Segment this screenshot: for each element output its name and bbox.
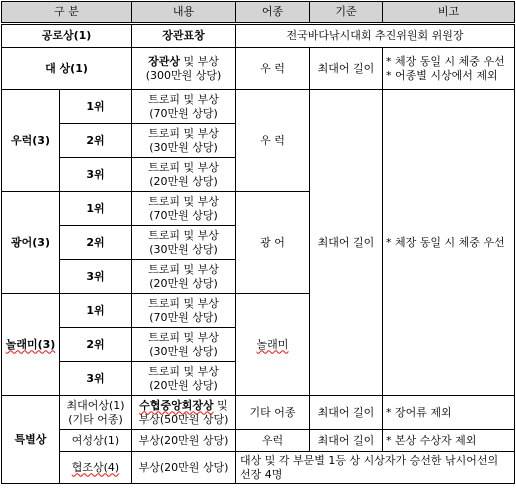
special-effort-content: 부상(20만원 상당): [132, 452, 236, 484]
special-effort-row: [2, 452, 515, 484]
group-label-greenling-text: 놀래미(3): [5, 337, 56, 351]
prize-value: (20만원 상당): [149, 174, 218, 188]
prize-cell: [132, 294, 236, 328]
header-row: [2, 2, 515, 24]
special-biggest-row: [2, 396, 515, 430]
prize-value: (70만원 상당): [149, 106, 218, 120]
prize-line: 트로피 및 부상: [148, 126, 219, 140]
special-female-fish: 우럭: [236, 430, 310, 452]
prize-line: 트로피 및 부상: [148, 364, 219, 378]
prize-value: (30만원 상당): [149, 344, 218, 358]
header-content: 내용: [132, 2, 236, 24]
header-remarks: 비고: [383, 2, 515, 24]
header-criteria: 기준: [310, 2, 383, 24]
special-female-content: 부상(20만원 상당): [132, 430, 236, 452]
special-effort-label: [60, 452, 132, 484]
special-biggest-content-line2: 부상(50만원 상당): [138, 412, 229, 426]
grand-criteria: 최대어 길이: [310, 48, 383, 90]
merit-content: 장관표창: [132, 24, 236, 48]
group-fish-rockfish: 우 럭: [236, 90, 310, 192]
prize-line: 트로피 및 부상: [148, 160, 219, 174]
group-fish-greenling: [236, 294, 310, 396]
group-label-flatfish: 광어(3): [2, 192, 60, 294]
prize-cell: [132, 260, 236, 294]
grand-fish: 우 럭: [236, 48, 310, 90]
rank-label: 1위: [60, 294, 132, 328]
special-female-row: [2, 430, 515, 452]
special-female-label: 여성상(1): [60, 430, 132, 452]
rank-label: 2위: [60, 124, 132, 158]
prize-cell: [132, 192, 236, 226]
prize-line: 트로피 및 부상: [148, 330, 219, 344]
special-female-criteria: 최대어 길이: [310, 430, 383, 452]
grand-row: [2, 48, 515, 90]
prize-value: (20만원 상당): [149, 276, 218, 290]
grand-note-2: * 어종별 시상에서 제외: [386, 68, 498, 82]
grand-content-bold: 장관상: [148, 54, 180, 68]
prize-cell: [132, 226, 236, 260]
prize-line: 트로피 및 부상: [148, 194, 219, 208]
prize-line: 트로피 및 부상: [148, 92, 219, 106]
groups-note: * 체장 동일 시 체중 우선: [383, 90, 515, 396]
grand-content: [132, 48, 236, 90]
group-fish-flatfish: 광 어: [236, 192, 310, 294]
rank-label: 1위: [60, 90, 132, 124]
groups-criteria: 최대어 길이: [310, 90, 383, 396]
group-label-rockfish: 우럭(3): [2, 90, 60, 192]
prize-line: 트로피 및 부상: [148, 262, 219, 276]
header-category: 구 분: [2, 2, 132, 24]
special-female-note: * 본상 수상자 제외: [383, 430, 515, 452]
prize-cell: [132, 158, 236, 192]
merit-row: [2, 24, 515, 48]
rank-label: 3위: [60, 362, 132, 396]
merit-label: 공로상(1): [2, 24, 132, 48]
prize-cell: [132, 328, 236, 362]
merit-remark: 전국바다낚시대회 추진위원회 위원장: [236, 24, 515, 48]
special-biggest-fish: 기타 어종: [236, 396, 310, 430]
special-biggest-label-1: 최대어상(1): [66, 398, 125, 412]
special-label: 특별상: [2, 396, 60, 484]
table-row: [2, 90, 515, 124]
special-biggest-label: [60, 396, 132, 430]
rank-label: 1위: [60, 192, 132, 226]
rank-label: 3위: [60, 158, 132, 192]
prize-value: (30만원 상당): [149, 242, 218, 256]
prize-value: (70만원 상당): [149, 310, 218, 324]
grand-label: 대 상(1): [2, 48, 132, 90]
rank-label: 2위: [60, 226, 132, 260]
prize-line: 트로피 및 부상: [148, 228, 219, 242]
prize-line: 트로피 및 부상: [148, 296, 219, 310]
prize-value: (20만원 상당): [149, 378, 218, 392]
prize-cell: [132, 90, 236, 124]
special-biggest-note: * 장어류 제외: [383, 396, 515, 430]
rank-label: 3위: [60, 260, 132, 294]
prize-value: (30만원 상당): [149, 140, 218, 154]
special-effort-label-text: 협조상(4): [71, 460, 120, 474]
grand-content-line2: (300만원 상당): [145, 68, 222, 82]
grand-notes: [383, 48, 515, 90]
special-biggest-content-bold: 수협중앙회장상: [139, 398, 214, 412]
header-fish: 어종: [236, 2, 310, 24]
prize-cell: [132, 362, 236, 396]
group-label-greenling: [2, 294, 60, 396]
prize-value: (70만원 상당): [149, 208, 218, 222]
prize-cell: [132, 124, 236, 158]
rank-label: 2위: [60, 328, 132, 362]
special-biggest-criteria: 최대어 길이: [310, 396, 383, 430]
special-biggest-label-2: (기타 어종): [68, 412, 123, 426]
group-fish-greenling-text: 놀래미: [256, 337, 289, 351]
award-table: [1, 1, 515, 484]
special-effort-remark: 대상 및 각 부문별 1등 상 시상자가 승선한 낚시어선의 선장 4명: [236, 452, 515, 484]
special-biggest-content: [132, 396, 236, 430]
special-biggest-content-rest: 및: [213, 398, 228, 412]
grand-note-1: * 체장 동일 시 체중 우선: [386, 54, 505, 68]
grand-content-rest: 및 부상: [180, 54, 219, 68]
